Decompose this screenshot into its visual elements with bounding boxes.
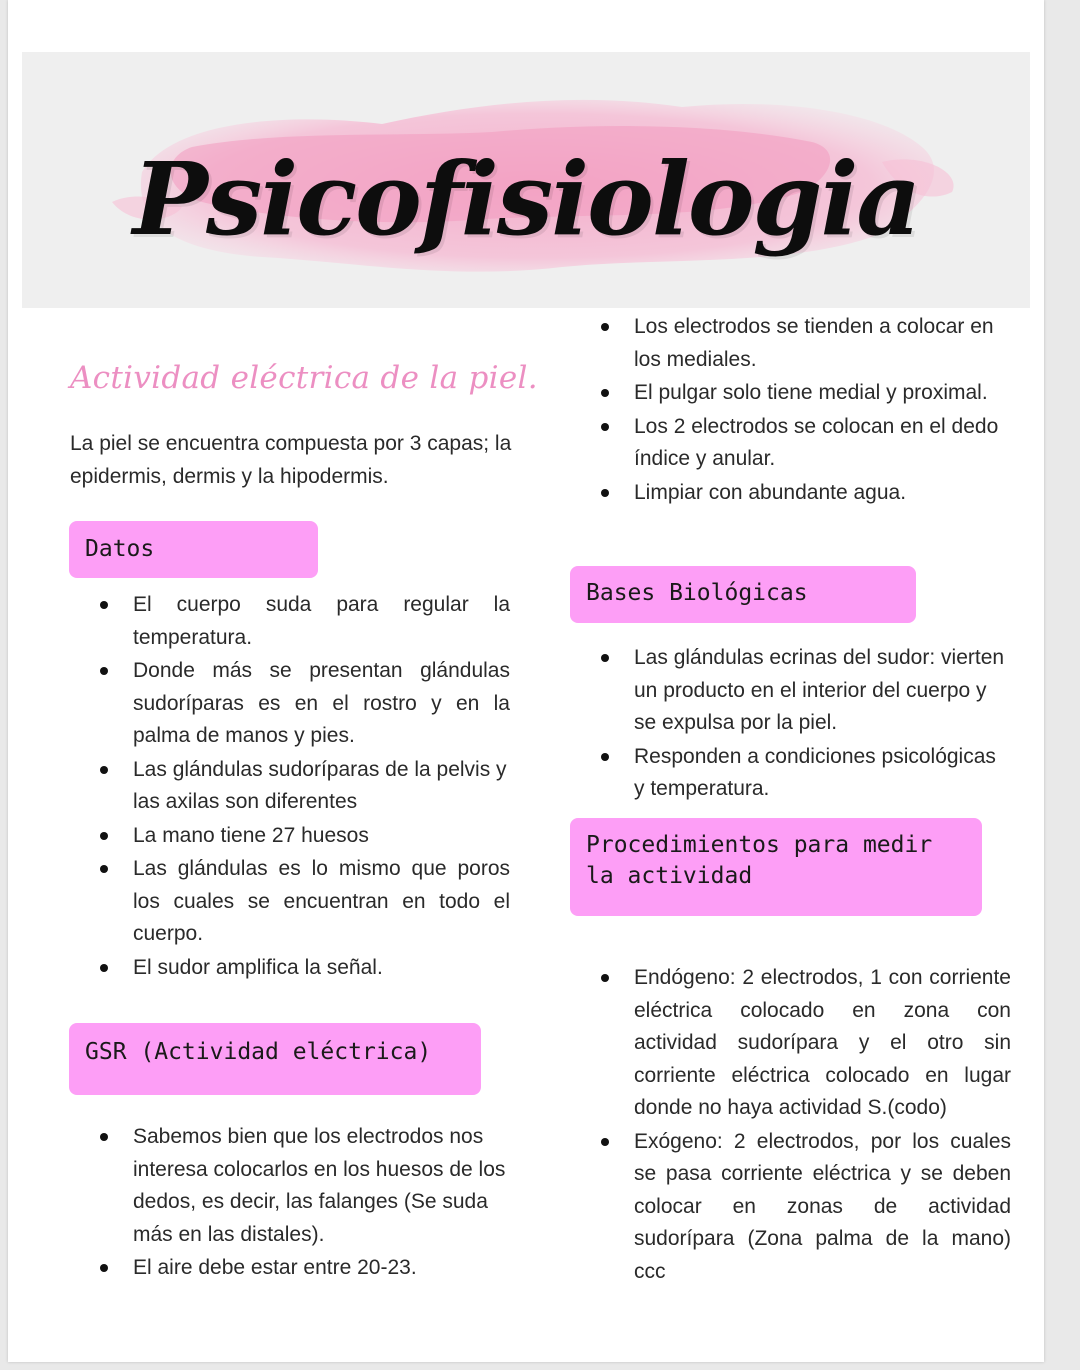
bullet-icon [100, 865, 108, 873]
list-item: El aire debe estar entre 20-23. [70, 1252, 510, 1285]
procedimientos-list [571, 962, 1011, 1289]
intro-paragraph: La piel se encuentra compuesta por 3 capas; la epidermis, dermis y la hipodermis. [70, 432, 512, 488]
datos-list [70, 589, 510, 985]
bullet-icon [100, 832, 108, 840]
section-subtitle: Actividad eléctrica de la piel. [70, 360, 538, 396]
list-item: Sabemos bien que los electrodos nos interesa colocarlos en los huesos de los dedos, es decir, las falanges (Se suda más en las distales). [70, 1121, 510, 1251]
bullet-icon [601, 753, 609, 761]
bullet-icon [601, 974, 609, 982]
bullet-icon [601, 323, 609, 331]
bases-list [571, 642, 1011, 807]
bullet-icon [601, 1138, 609, 1146]
bullet-icon [100, 766, 108, 774]
list-item: Las glándulas sudoríparas de la pelvis y las axilas son diferentes [70, 754, 510, 819]
list-item: Los electrodos se tienden a colocar en los mediales. [571, 311, 1011, 376]
gsr-heading: GSR (Actividad eléctrica) [69, 1023, 481, 1095]
bullet-icon [601, 423, 609, 431]
list-item: Exógeno: 2 electrodos, por los cuales se pasa corriente eléctrica y se deben colocar en zonas de actividad sudorípara (Zona palma de la mano) ccc [571, 1126, 1011, 1289]
bullet-icon [100, 601, 108, 609]
header-banner [22, 52, 1030, 308]
bullet-icon [100, 667, 108, 675]
list-item: El sudor amplifica la señal. [70, 952, 510, 985]
bullet-icon [601, 489, 609, 497]
list-item: Los 2 electrodos se colocan en el dedo índice y anular. [571, 411, 1011, 476]
list-item: Donde más se presentan glándulas sudoríparas es en el rostro y en la palma de manos y pies. [70, 655, 510, 753]
bullet-icon [100, 1264, 108, 1272]
bullet-icon [601, 654, 609, 662]
datos-heading: Datos [69, 521, 318, 578]
gsr-list [70, 1121, 510, 1286]
bases-heading: Bases Biológicas [570, 566, 916, 623]
list-item: Responden a condiciones psicológicas y temperatura. [571, 741, 1011, 806]
bullet-icon [601, 389, 609, 397]
list-item: Limpiar con abundante agua. [571, 477, 1011, 510]
procedimientos-heading: Procedimientos para medir la actividad [570, 818, 982, 916]
list-item: El cuerpo suda para regular la temperatura. [70, 589, 510, 654]
list-item: Endógeno: 2 electrodos, 1 con corriente eléctrica colocado en zona con actividad sudorípara y el otro sin corriente eléctrica colocado en lugar donde no haya actividad S.(codo) [571, 962, 1011, 1125]
electrodes-list [571, 311, 1011, 510]
list-item: Las glándulas es lo mismo que poros los cuales se encuentran en todo el cuerpo. [70, 853, 510, 951]
list-item: Las glándulas ecrinas del sudor: vierten un producto en el interior del cuerpo y se expulsa por la piel. [571, 642, 1011, 740]
bullet-icon [100, 1133, 108, 1141]
list-item: El pulgar solo tiene medial y proximal. [571, 377, 1011, 410]
list-item: La mano tiene 27 huesos [70, 820, 510, 853]
bullet-icon [100, 964, 108, 972]
page-title: Psicofisiologia [132, 140, 920, 258]
